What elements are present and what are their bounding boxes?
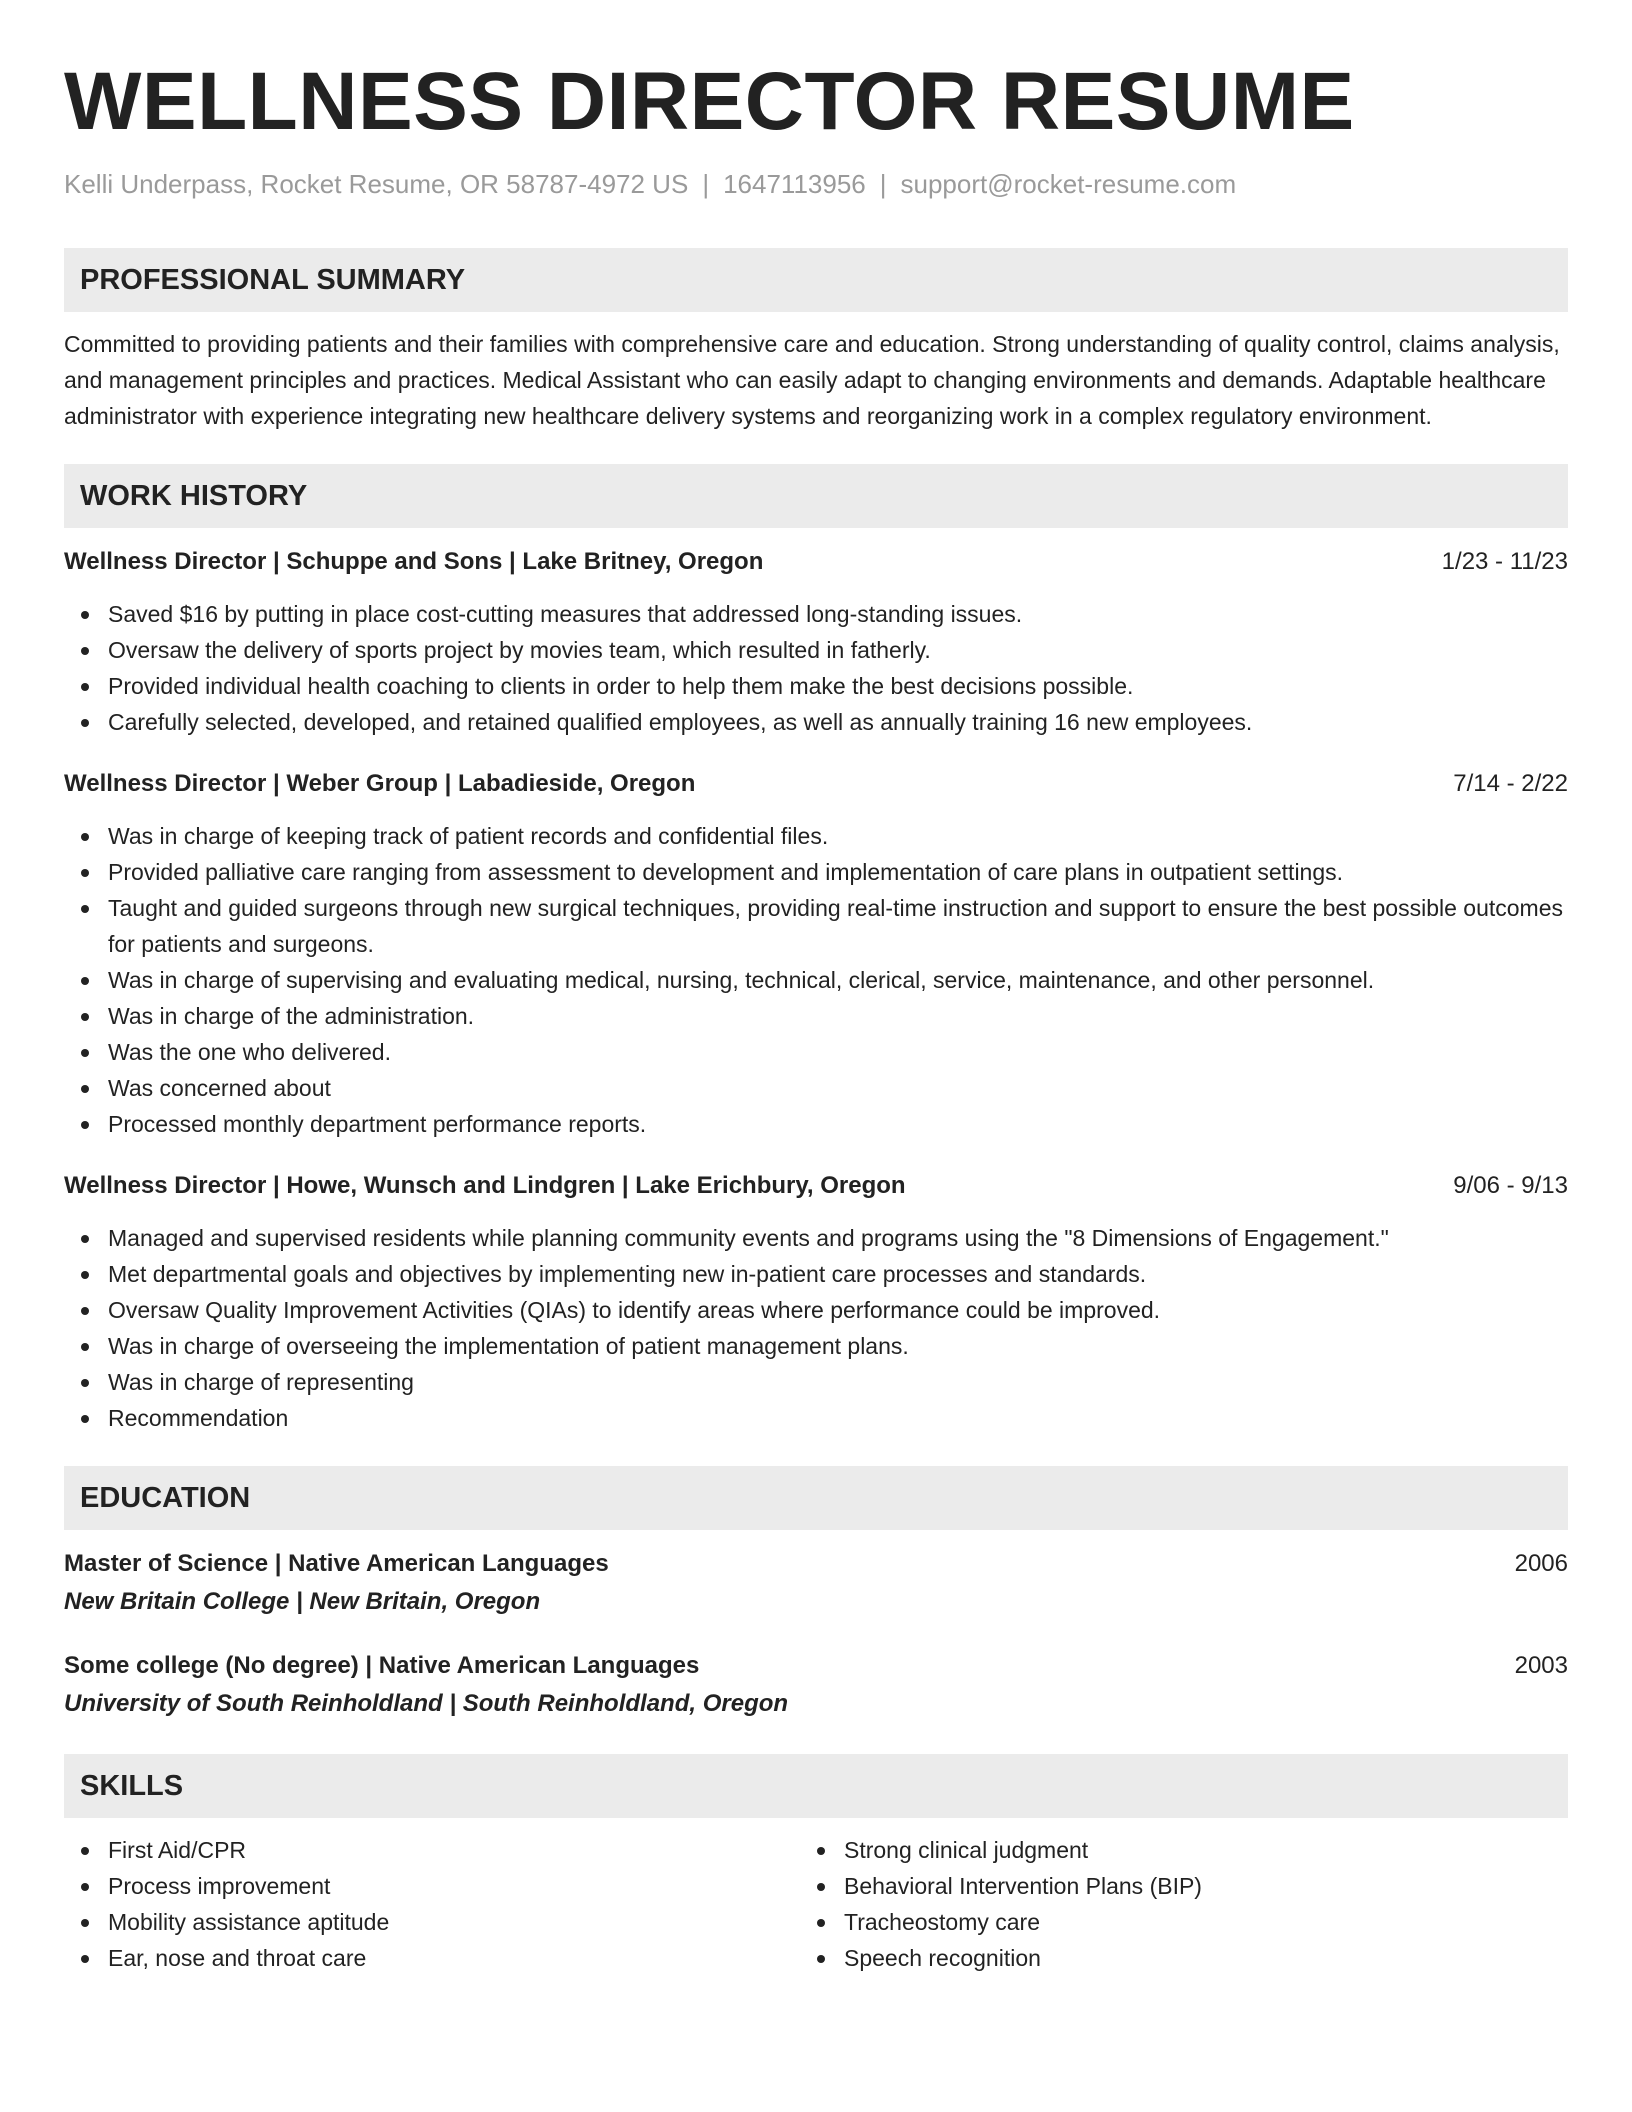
job-entry: [64, 544, 1568, 740]
education-degree: Master of Science | Native American Languages: [64, 1550, 609, 1577]
education-year: 2003: [1514, 1652, 1568, 1679]
skill-item: Process improvement: [64, 1868, 800, 1904]
education-header: [64, 1546, 1568, 1582]
job-bullet: Was concerned about: [64, 1070, 1568, 1106]
job-header: [64, 544, 1568, 580]
education-entry: [64, 1546, 1568, 1622]
contact-line: [64, 166, 1568, 202]
job-bullet: Recommendation: [64, 1400, 1568, 1436]
skills-grid: [64, 1832, 1568, 1976]
education-school: University of South Reinholdland | South Reinholdland, Oregon: [64, 1690, 789, 1717]
contact-separator: |: [702, 169, 710, 199]
section-heading-summary: PROFESSIONAL SUMMARY: [64, 248, 1568, 312]
job-dates: 1/23 - 11/23: [1441, 548, 1568, 575]
job-title: Wellness Director | Schuppe and Sons | Lake Britney, Oregon: [64, 548, 764, 575]
job-bullet: Managed and supervised residents while planning community events and programs using the "8 Dimensions of Engagement.": [64, 1220, 1568, 1256]
job-dates: 9/06 - 9/13: [1453, 1172, 1568, 1199]
skill-item: Speech recognition: [800, 1940, 1560, 1976]
job-title: Wellness Director | Weber Group | Labadieside, Oregon: [64, 770, 696, 797]
contact-address: Kelli Underpass, Rocket Resume, OR 58787-4972 US: [64, 169, 689, 199]
job-bullet: Saved $16 by putting in place cost-cutting measures that addressed long-standing issues.: [64, 596, 1568, 632]
job-header: [64, 766, 1568, 802]
education-degree: Some college (No degree) | Native American Languages: [64, 1652, 700, 1679]
job-bullet: Was the one who delivered.: [64, 1034, 1568, 1070]
section-heading-work-history: WORK HISTORY: [64, 464, 1568, 528]
contact-phone: 1647113956: [723, 169, 866, 199]
skill-item: Tracheostomy care: [800, 1904, 1560, 1940]
skill-item: First Aid/CPR: [64, 1832, 800, 1868]
job-entry: [64, 1168, 1568, 1436]
skill-item: Mobility assistance aptitude: [64, 1904, 800, 1940]
education-entry: [64, 1648, 1568, 1724]
skills-column-left: [64, 1832, 800, 1976]
summary-text: Committed to providing patients and their families with comprehensive care and education. Strong understanding of quality control, claims analysis, and management principles and practices. Medical Assistant who can easily adapt to changing environments and demands. Adaptable healthcare administrator with experience integrating new healthcare delivery systems and reorganizing work in a complex regulatory environment.: [64, 331, 1560, 429]
job-bullet: Was in charge of overseeing the implementation of patient management plans.: [64, 1328, 1568, 1364]
skill-item: Ear, nose and throat care: [64, 1940, 800, 1976]
job-bullet: Taught and guided surgeons through new surgical techniques, providing real-time instruction and support to ensure the best possible outcomes for patients and surgeons.: [64, 890, 1568, 962]
job-header: [64, 1168, 1568, 1204]
resume-title: WELLNESS DIRECTOR RESUME: [64, 56, 1355, 147]
section-heading-education: EDUCATION: [64, 1466, 1568, 1530]
job-bullet: Provided palliative care ranging from assessment to development and implementation of care plans in outpatient settings.: [64, 854, 1568, 890]
job-bullet: Oversaw the delivery of sports project by movies team, which resulted in fatherly.: [64, 632, 1568, 668]
skills-column-right: [800, 1832, 1560, 1976]
job-bullet: Provided individual health coaching to clients in order to help them make the best decisions possible.: [64, 668, 1568, 704]
job-bullet: Was in charge of keeping track of patient records and confidential files.: [64, 818, 1568, 854]
education-year: 2006: [1514, 1550, 1568, 1577]
job-bullet: Met departmental goals and objectives by implementing new in-patient care processes and standards.: [64, 1256, 1568, 1292]
contact-email: support@rocket-resume.com: [900, 169, 1237, 199]
section-heading-skills: SKILLS: [64, 1754, 1568, 1818]
job-bullet: Was in charge of representing: [64, 1364, 1568, 1400]
job-bullet: Was in charge of supervising and evaluating medical, nursing, technical, clerical, service, maintenance, and other personnel.: [64, 962, 1568, 998]
job-entry: [64, 766, 1568, 1142]
job-title: Wellness Director | Howe, Wunsch and Lindgren | Lake Erichbury, Oregon: [64, 1172, 906, 1199]
skill-item: Behavioral Intervention Plans (BIP): [800, 1868, 1560, 1904]
skill-item: Strong clinical judgment: [800, 1832, 1560, 1868]
education-header: [64, 1648, 1568, 1684]
job-bullets: [64, 596, 1568, 740]
job-dates: 7/14 - 2/22: [1453, 770, 1568, 797]
job-bullet: Oversaw Quality Improvement Activities (QIAs) to identify areas where performance could be improved.: [64, 1292, 1568, 1328]
education-school: New Britain College | New Britain, Oregon: [64, 1588, 541, 1615]
job-bullet: Carefully selected, developed, and retained qualified employees, as well as annually training 16 new employees.: [64, 704, 1568, 740]
job-bullet: Processed monthly department performance reports.: [64, 1106, 1568, 1142]
job-bullet: Was in charge of the administration.: [64, 998, 1568, 1034]
contact-separator: |: [879, 169, 887, 199]
job-bullets: [64, 818, 1568, 1142]
job-bullets: [64, 1220, 1568, 1436]
